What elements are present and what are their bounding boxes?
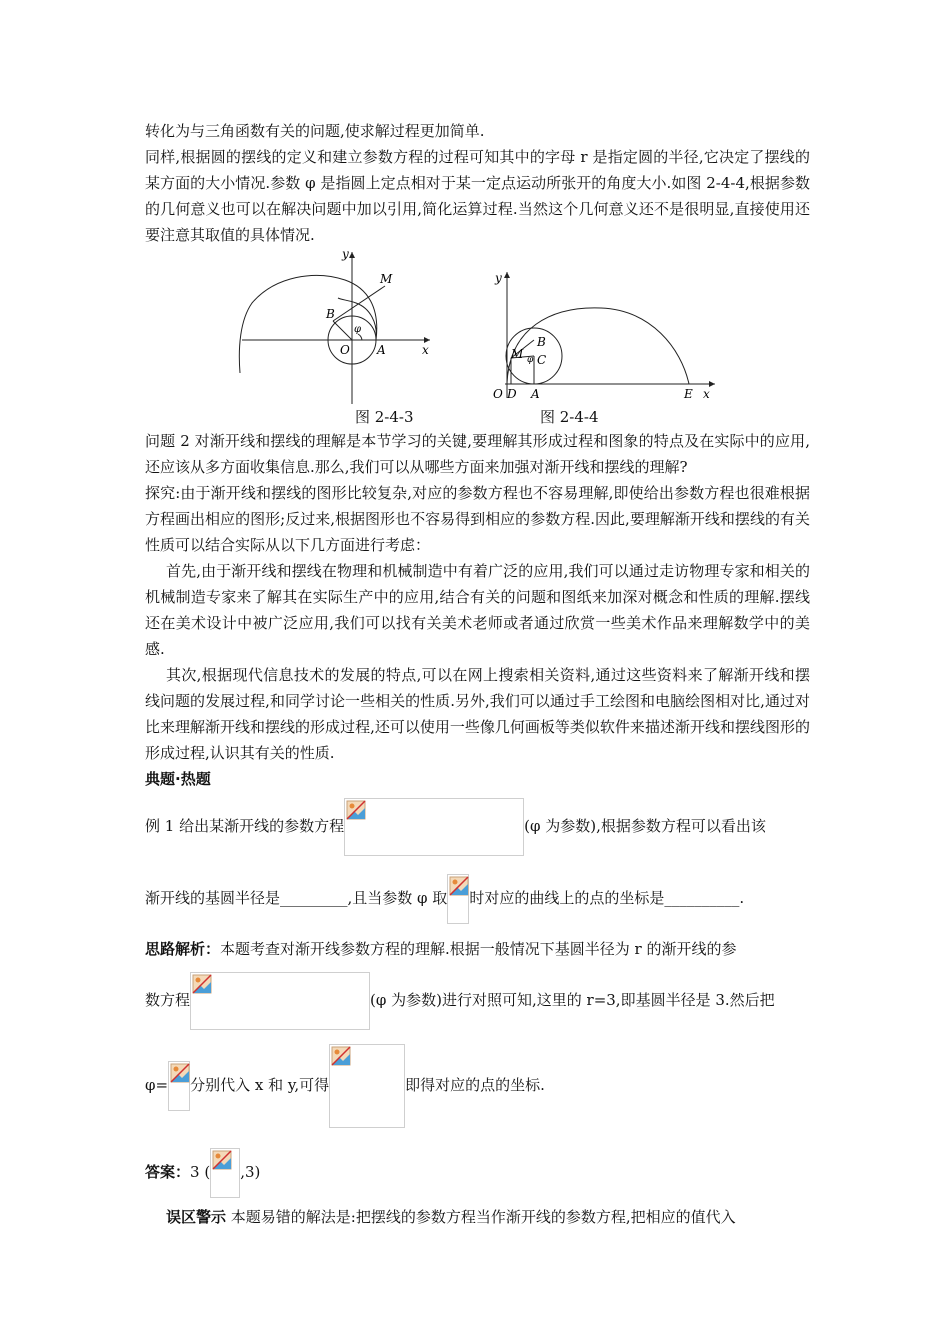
phi-substitute-image-placeholder xyxy=(168,1061,190,1111)
fig2-label-E: E xyxy=(684,387,693,401)
fig1-label-phi: φ xyxy=(354,324,362,335)
example-text-2: (φ 为参数),根据参数方程可以看出该 xyxy=(524,817,766,835)
answer-line xyxy=(145,1148,810,1198)
fig1-label-x: x xyxy=(422,343,429,357)
paragraph-question-2: 问题 2 对渐开线和摆线的理解是本节学习的关键,要理解其形成过程和图象的特点及在实际中的应用,还应该从多方面收集信息.那么,我们可以从哪些方面来加强对渐开线和摆线的理解? xyxy=(145,432,810,476)
fig1-label-y: y xyxy=(342,248,349,261)
fig1-label-O: O xyxy=(340,343,350,357)
paragraph-explore: 探究:由于渐开线和摆线的图形比较复杂,对应的参数方程也不容易理解,即使给出参数方程也很难根据方程画出相应的图形;反过来,根据图形也不容易得到相应的参数方程.因此,要理解渐开线和摆线的有关性质可以结合实际从以下几方面进行考虑： xyxy=(145,484,810,554)
paragraph-first: 首先,由于渐开线和摆线在物理和机械制造中有着广泛的应用,我们可以通过走访物理专家和相关的机械制造专家来了解其在实际生产中的应用,结合有关的问题和图纸来加深对概念和性质的理解.摆线还在美术设计中被广泛应用,我们可以找有关美术老师或者通过欣赏一些美术作品来理解数学中的美感. xyxy=(145,562,810,658)
broken-image-icon xyxy=(170,1063,190,1083)
example-text-3: 渐开线的基圆半径是_________,且当参数 φ 取 xyxy=(145,889,448,907)
fig1-label-B: B xyxy=(326,307,335,321)
analysis-text-6: 即得对应的点的坐标. xyxy=(405,1076,545,1094)
figure-cycloid xyxy=(491,268,721,406)
paragraph-intro: 转化为与三角函数有关的问题,使求解过程更加简单. xyxy=(145,122,485,140)
analysis-line-3 xyxy=(145,1044,810,1128)
analysis-text-1: 本题考查对渐开线参数方程的理解.根据一般情况下基圆半径为 r 的渐开线的参 xyxy=(220,940,737,958)
analysis-text-2: 数方程 xyxy=(145,991,191,1009)
result-image-placeholder xyxy=(329,1044,405,1128)
broken-image-icon xyxy=(449,876,469,896)
fig2-label-M: M xyxy=(511,347,524,361)
fig2-label-A: A xyxy=(531,387,540,401)
fig2-label-B: B xyxy=(537,335,546,349)
equation-image-placeholder xyxy=(344,798,524,856)
fig2-label-C: C xyxy=(537,353,547,367)
figure-involute xyxy=(230,248,435,406)
figure-caption-2-4-4: 图 2-4-4 xyxy=(540,408,599,426)
example-text-1: 例 1 给出某渐开线的参数方程 xyxy=(145,817,345,835)
analysis-text-4: φ= xyxy=(145,1076,169,1094)
example-text-4: 时对应的曲线上的点的坐标是__________. xyxy=(469,889,745,907)
answer-label: 答案： xyxy=(145,1163,191,1181)
figure-row xyxy=(145,248,810,426)
analysis-label: 思路解析： xyxy=(145,940,221,958)
broken-image-icon xyxy=(212,1150,232,1170)
warning-line xyxy=(145,1204,810,1230)
warning-text: 本题易错的解法是:把摆线的参数方程当作渐开线的参数方程,把相应的值代入 xyxy=(226,1208,736,1226)
example-line-1 xyxy=(145,798,810,856)
document-page xyxy=(145,118,810,1230)
fig2-label-phi: φ xyxy=(527,355,534,365)
broken-image-icon xyxy=(346,800,366,820)
broken-image-icon xyxy=(331,1046,351,1066)
standard-equation-image-placeholder xyxy=(190,972,370,1030)
analysis-line-1 xyxy=(145,936,810,962)
phi-value-image-placeholder xyxy=(447,874,469,924)
paragraph-second: 其次,根据现代信息技术的发展的特点,可以在网上搜索相关资料,通过这些资料来了解渐开线和摆线问题的发展过程,和同学讨论一些相关的性质.另外,我们可以通过手工绘图和电脑绘图相对比,通过对比来理解渐开线和摆线的形成过程,还可以使用一些像几何画板等类似软件来描述渐开线和摆线图形的形成过程,认识其有关的性质. xyxy=(145,666,810,762)
fig2-label-y: y xyxy=(495,271,502,285)
section-heading: 典题·热题 xyxy=(145,770,211,788)
answer-image-placeholder xyxy=(210,1148,240,1198)
answer-text-2: ,3) xyxy=(240,1163,261,1181)
analysis-text-3: (φ 为参数)进行对照可知,这里的 r=3,即基圆半径是 3.然后把 xyxy=(370,991,775,1009)
fig1-label-A: A xyxy=(377,343,386,357)
analysis-line-2 xyxy=(145,972,810,1030)
fig1-label-M: M xyxy=(380,272,393,286)
fig2-label-D: D xyxy=(507,387,517,401)
fig2-label-O: O xyxy=(493,387,503,401)
figure-caption-2-4-3: 图 2-4-3 xyxy=(355,408,414,426)
warning-label: 误区警示 xyxy=(166,1208,227,1226)
paragraph-cycloid-params: 同样,根据圆的摆线的定义和建立参数方程的过程可知其中的字母 r 是指定圆的半径,它决定了摆线的某方面的大小情况.参数 φ 是指圆上定点相对于某一定点运动所张开的角度大小.如图 2-4-4,根据参数的几何意义也可以在解决问题中加以引用,简化运算过程.当然这个几何意义还不是很明显,直接使用还要注意其取值的具体情况. xyxy=(145,148,810,244)
broken-image-icon xyxy=(192,974,212,994)
analysis-text-5: 分别代入 x 和 y,可得 xyxy=(190,1076,330,1094)
answer-text-1: 3 ( xyxy=(190,1163,211,1181)
fig2-label-x: x xyxy=(703,387,710,401)
example-line-2 xyxy=(145,874,810,924)
